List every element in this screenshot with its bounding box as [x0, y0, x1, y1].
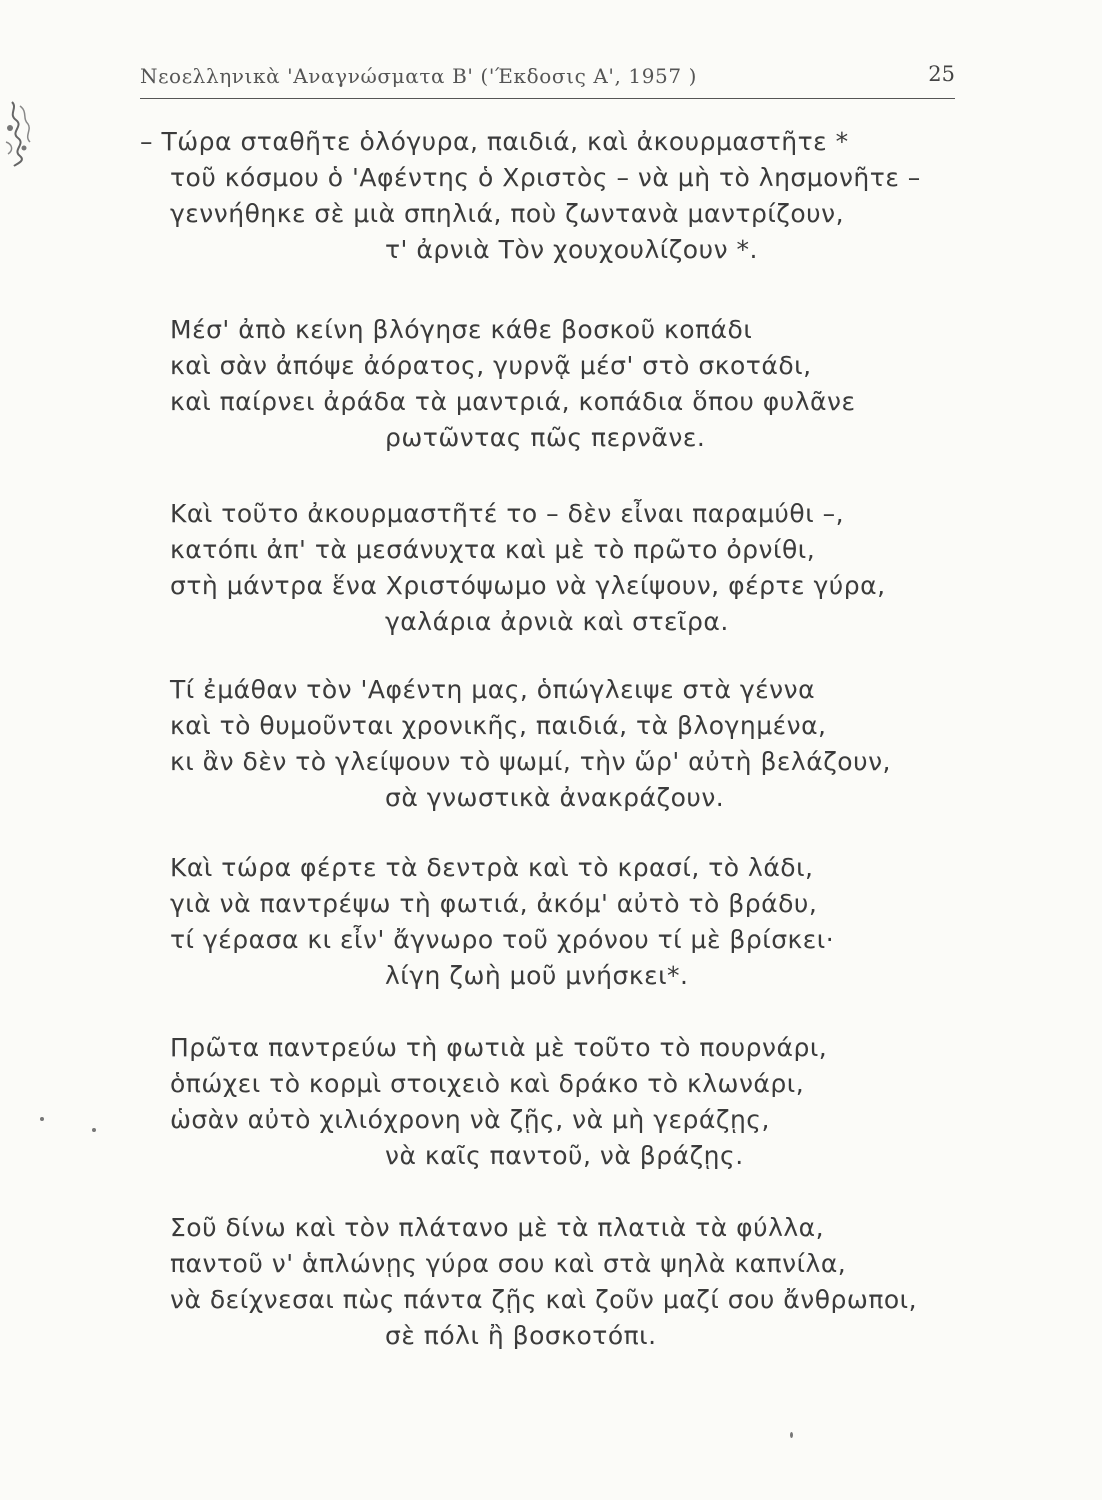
verse-line: κι ἂν δὲν τὸ γλείψουν τὸ ψωμί, τὴν ὥρ' αὐτὴ βελάζουν, — [170, 747, 891, 776]
verse-line: καὶ σὰν ἀπόψε ἀόρατος, γυρνᾷ μέσ' στὸ σκοτάδι, — [170, 351, 812, 380]
header-title: Νεοελληνικὰ 'Αναγνώσματα Β' ('Έκδοσις Α', 1957 ) — [140, 64, 698, 88]
verse-line: Καὶ τοῦτο ἀκουρμαστῆτέ το – δὲν εἶναι παραμύθι –, — [170, 499, 845, 528]
stanza-1 — [140, 124, 950, 268]
verse-line: ὁπώχει τὸ κορμὶ στοιχειὸ καὶ δράκο τὸ κλωνάρι, — [170, 1069, 805, 1098]
verse-line: γαλάρια ἀρνιὰ καὶ στεῖρα. — [385, 607, 729, 636]
stanza-7 — [170, 1210, 950, 1354]
verse-line: Καὶ τώρα φέρτε τὰ δεντρὰ καὶ τὸ κρασί, τὸ λάδι, — [170, 853, 814, 882]
verse-line: Μέσ' ἀπὸ κείνη βλόγησε κάθε βοσκοῦ κοπάδι — [170, 315, 753, 344]
stanza-4 — [170, 672, 950, 816]
stanza-3 — [170, 496, 950, 640]
verse-line: Τί ἐμάθαν τὸν 'Αφέντη μας, ὁπώγλειψε στὰ γέννα — [170, 675, 816, 704]
verse-line: γεννήθηκε σὲ μιὰ σπηλιά, ποὺ ζωντανὰ μαντρίζουν, — [170, 199, 845, 228]
verse-line: καὶ παίρνει ἀράδα τὰ μαντριά, κοπάδια ὅπου φυλᾶνε — [170, 387, 856, 416]
verse-line: λίγη ζωὴ μοῦ μνήσκει*. — [385, 961, 689, 990]
verse-line: παντοῦ ν' ἁπλώνῃς γύρα σου καὶ στὰ ψηλὰ καπνίλα, — [170, 1249, 847, 1278]
verse-line: στὴ μάντρα ἕνα Χριστόψωμο νὰ γλείψουν, φέρτε γύρα, — [170, 571, 886, 600]
stanza-5 — [170, 850, 950, 994]
scan-speck — [92, 1128, 96, 1132]
verse-line: γιὰ νὰ παντρέψω τὴ φωτιά, ἀκόμ' αὐτὸ τὸ βράδυ, — [170, 889, 818, 918]
verse-line: νὰ δείχνεσαι πὼς πάντα ζῇς καὶ ζοῦν μαζί σου ἄνθρωποι, — [170, 1285, 918, 1314]
verse-line: κατόπι ἀπ' τὰ μεσάνυχτα καὶ μὲ τὸ πρῶτο ὀρνίθι, — [170, 535, 816, 564]
stanza-2 — [170, 312, 950, 456]
printers-ornament-icon — [2, 98, 36, 168]
scan-speck — [40, 1117, 44, 1121]
verse-line: – Τώρα σταθῆτε ὁλόγυρα, παιδιά, καὶ ἀκουρμαστῆτε * — [140, 127, 849, 156]
page-number: 25 — [928, 62, 955, 86]
verse-line: σὰ γνωστικὰ ἀνακράζουν. — [385, 783, 725, 812]
scan-speck — [790, 1432, 793, 1438]
verse-line: ὡσὰν αὐτὸ χιλιόχρονη νὰ ζῇς, νὰ μὴ γεράζῃς, — [170, 1105, 770, 1134]
verse-line: τί γέρασα κι εἶν' ἄγνωρο τοῦ χρόνου τί μὲ βρίσκει· — [170, 925, 835, 954]
verse-line: τοῦ κόσμου ὁ 'Αφέντης ὁ Χριστὸς – νὰ μὴ τὸ λησμονῆτε – — [170, 163, 921, 192]
stanza-6 — [170, 1030, 950, 1174]
verse-line: Πρῶτα παντρεύω τὴ φωτιὰ μὲ τοῦτο τὸ πουρνάρι, — [170, 1033, 828, 1062]
verse-line: καὶ τὸ θυμοῦνται χρονικῆς, παιδιά, τὰ βλογημένα, — [170, 711, 827, 740]
running-header — [140, 62, 955, 99]
verse-line: σὲ πόλι ἢ βοσκοτόπι. — [385, 1321, 657, 1350]
verse-line: νὰ καῖς παντοῦ, νὰ βράζῃς. — [385, 1141, 744, 1170]
verse-line: τ' ἀρνιὰ Τὸν χουχουλίζουν *. — [385, 235, 758, 264]
verse-line: Σοῦ δίνω καὶ τὸν πλάτανο μὲ τὰ πλατιὰ τὰ φύλλα, — [170, 1213, 825, 1242]
verse-line: ρωτῶντας πῶς περνᾶνε. — [385, 423, 706, 452]
